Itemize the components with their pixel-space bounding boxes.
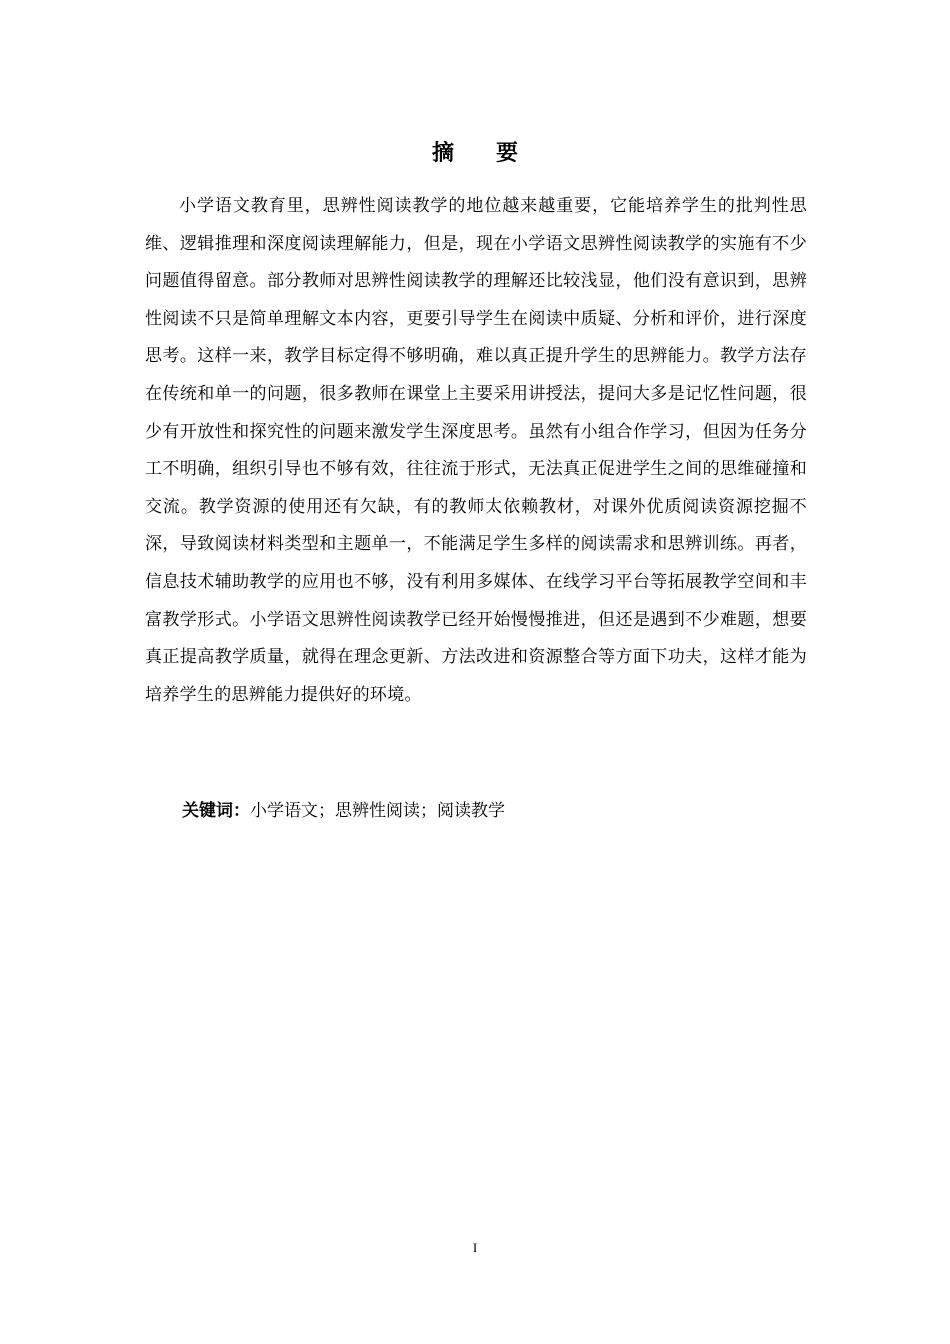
keywords-value: 小学语文；思辨性阅读；阅读教学 — [250, 801, 505, 821]
keywords-label: 关键词： — [182, 801, 250, 821]
page-number: I — [472, 1240, 478, 1255]
abstract-title-char-2: 要 — [496, 141, 519, 166]
abstract-title — [0, 136, 950, 172]
keywords-line — [182, 796, 822, 826]
abstract-title-char-1: 摘 — [431, 141, 454, 166]
abstract-paragraph: 小学语文教育里，思辨性阅读教学的地位越来越重要，它能培养学生的批判性思维、逻辑推理和深度阅读理解能力，但是，现在小学语文思辨性阅读教学的实施有不少问题值得留意。部分教师对思辨性阅读教学的理解还比较浅显，他们没有意识到，思辨性阅读不只是简单理解文本内容，更要引导学生在阅读中质疑、分析和评价，进行深度思考。这样一来，教学目标定得不够明确，难以真正提升学生的思辨能力。教学方法存在传统和单一的问题，很多教师在课堂上主要采用讲授法，提问大多是记忆性问题，很少有开放性和探究性的问题来激发学生深度思考。虽然有小组合作学习，但因为任务分工不明确，组织引导也不够有效，往往流于形式，无法真正促进学生之间的思维碰撞和交流。教学资源的使用还有欠缺，有的教师太依赖教材，对课外优质阅读资源挖掘不深，导致阅读材料类型和主题单一，不能满足学生多样的阅读需求和思辨训练。再者，信息技术辅助教学的应用也不够，没有利用多媒体、在线学习平台等拓展教学空间和丰富教学形式。小学语文思辨性阅读教学已经开始慢慢推进，但还是遇到不少难题，想要真正提高教学质量，就得在理念更新、方法改进和资源整合等方面下功夫，这样才能为培养学生的思辨能力提供好的环境。 — [145, 196, 807, 705]
